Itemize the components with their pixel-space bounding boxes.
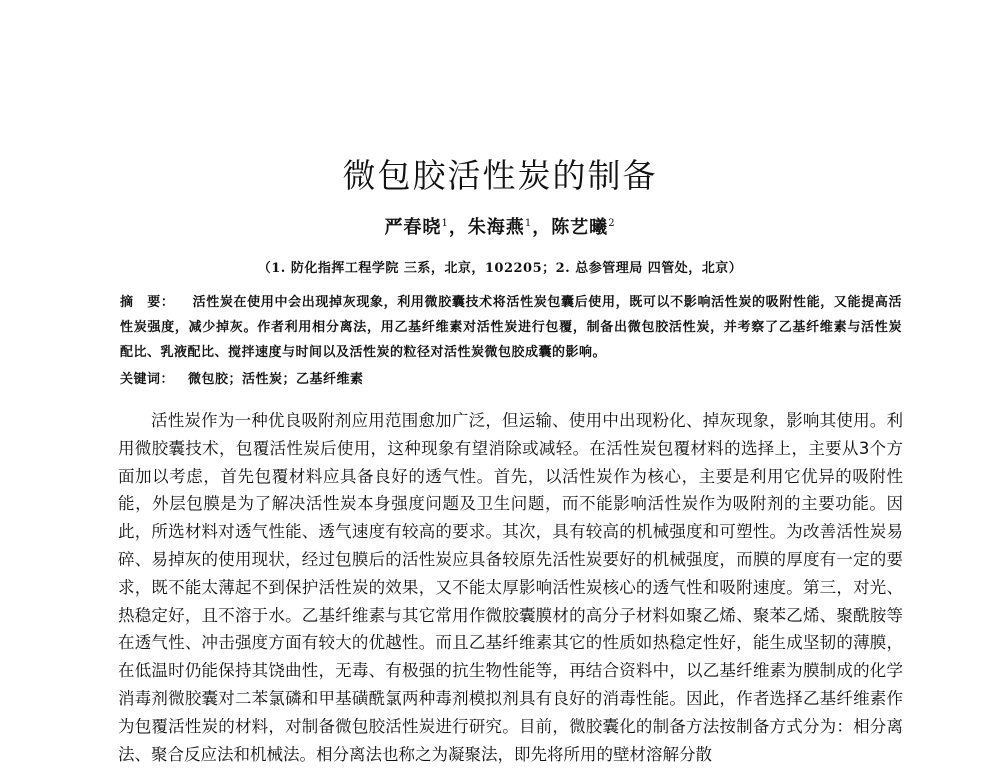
- author-name: 朱海燕: [467, 217, 525, 238]
- body-paragraph: 活性炭作为一种优良吸附剂应用范围愈加广泛，但运输、使用中出现粉化、掉灰现象，影响其使用。利用微胶囊技术，包覆活性炭后使用，这种现象有望消除或减轻。在活性炭包覆材料的选择上，主要从3个方面加以考虑，首先包覆材料应具备良好的透气性。首先，以活性炭作为核心，主要是利用它优异的吸附性能，外层包膜是为了解决活性炭本身强度问题及卫生问题，而不能影响活性炭作为吸附剂的主要功能。因此，所选材料对透气性能、透气速度有较高的要求。其次，具有较高的机械强度和可塑性。为改善活性炭易碎、易掉灰的使用现状，经过包膜后的活性炭应具备较原先活性炭要好的机械强度，而膜的厚度有一定的要求，既不能太薄起不到保护活性炭的效果，又不能太厚影响活性炭核心的透气性和吸附速度。第三，对光、热稳定好，且不溶于水。乙基纤维素与其它常用作微胶囊膜材的高分子材料如聚乙烯、聚苯乙烯、聚酰胺等在透气性、冲击强度方面有较大的优越性。而且乙基纤维素其它的性质如热稳定性好，能生成坚韧的薄膜，在低温时仍能保持其饶曲性，无毒、有极强的抗生物性能等，再结合资料中，以乙基纤维素为膜制成的化学消毒剂微胶囊对二苯氯磷和甲基磺酰氯两种毒剂模拟剂具有良好的消毒性能。因此，作者选择乙基纤维素作为包覆活性炭的材料，对制备微包胶活性炭进行研究。目前，微胶囊化的制备方法按制备方式分为：相分离法、聚合反应法和机械法。相分离法也称之为凝聚法，即先将所用的壁材溶解分散: [118, 411, 903, 764]
- abstract-block: [120, 290, 902, 365]
- abstract-text: 活性炭在使用中会出现掉灰现象，利用微胶囊技术将活性炭包囊后使用，既可以不影响活性炭的吸附性能，又能提高活性炭强度，减少掉灰。作者利用相分离法，用乙基纤维素对活性炭进行包覆，制备出微包胶活性炭，并考察了乙基纤维素与活性炭配比、乳液配比、搅拌速度与时间以及活性炭的粒径对活性炭微包胶成囊的影响。: [120, 295, 902, 360]
- abstract-label: 摘 要：: [120, 295, 175, 310]
- keywords-block: [120, 368, 902, 387]
- author-separator: ，: [532, 217, 552, 238]
- affiliation-line: （1. 防化指挥工程学院 三系，北京，102205；2. 总参管理局 四管处，北京）: [257, 261, 743, 276]
- paper-title: 微包胶活性炭的制备: [342, 156, 658, 195]
- keywords-label: 关键词：: [120, 372, 175, 387]
- author-separator: ，: [448, 217, 468, 238]
- author-name: 严春晓: [384, 217, 442, 238]
- author-name: 陈艺曦: [551, 217, 609, 238]
- author-affiliation-mark: 1: [441, 218, 449, 229]
- author-affiliation-mark: 2: [608, 218, 616, 229]
- keywords-text: 微包胶；活性炭；乙基纤维素: [188, 372, 364, 387]
- author-list: [0, 213, 1000, 239]
- author-affiliation-mark: 1: [524, 218, 533, 229]
